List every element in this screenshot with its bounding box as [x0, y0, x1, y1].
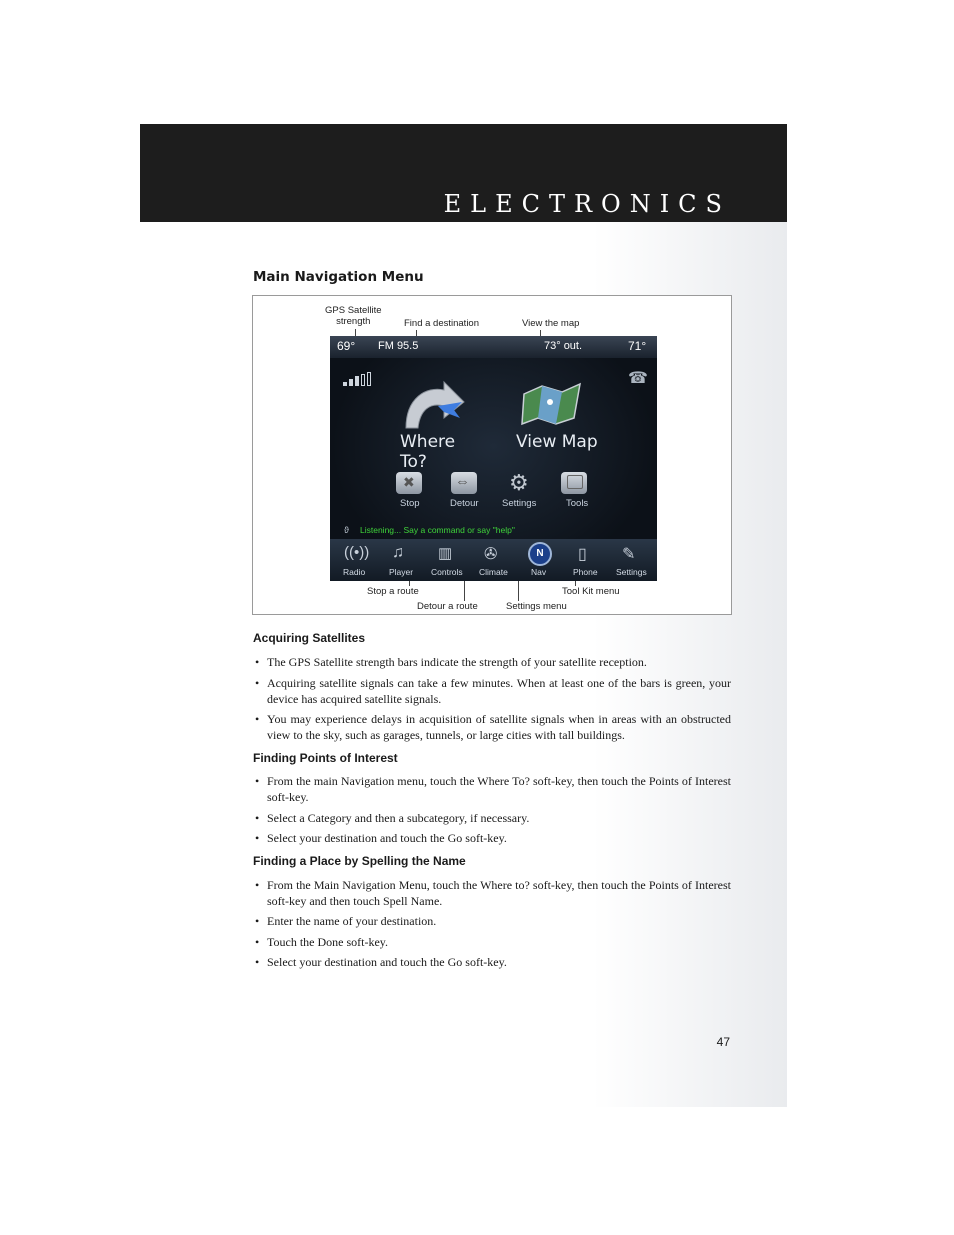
callout-find: Find a destination: [404, 318, 479, 329]
callout-gps: GPS Satellite strength: [325, 305, 382, 327]
bottom-radio[interactable]: Radio: [343, 567, 366, 577]
where-to-label: Where To?: [400, 432, 456, 472]
section-heading: Acquiring Satellites: [253, 631, 366, 645]
bottom-bar: [330, 539, 657, 581]
list-item-text: Select your destination and touch the Go soft-key.: [267, 955, 507, 969]
page-number: 47: [716, 1035, 730, 1049]
status-bar: [330, 336, 657, 358]
bullet-marker: •: [255, 811, 260, 825]
settings-label: Settings: [502, 498, 537, 509]
bullet-marker: •: [255, 914, 260, 928]
callout-detour: Detour a route: [417, 601, 478, 612]
bottom-phone[interactable]: Phone: [573, 567, 598, 577]
detour-icon: ⇔: [455, 473, 470, 490]
voice-status: [330, 523, 657, 539]
voice-text: Listening... Say a command or say "help": [360, 525, 515, 535]
gear-icon: ⚙: [509, 470, 529, 495]
callout-view: View the map: [522, 318, 580, 329]
detour-label: Detour: [450, 498, 479, 509]
map-icon: [520, 380, 584, 428]
toolbox-icon: [567, 475, 583, 489]
climate-icon: ✇: [484, 546, 498, 563]
nav-menu-figure: [252, 295, 732, 615]
bullet-marker: •: [255, 955, 260, 969]
phone-icon: ☎: [628, 370, 648, 387]
manual-page: [140, 124, 787, 1107]
bottom-climate[interactable]: Climate: [479, 567, 508, 577]
stop-softkey[interactable]: [396, 472, 422, 494]
radio-station: FM 95.5: [378, 340, 419, 352]
header-title: ELECTRONICS: [443, 190, 731, 218]
bullet-marker: •: [255, 774, 260, 788]
detour-softkey[interactable]: [451, 472, 477, 494]
temp-right: 71°: [628, 339, 647, 353]
bottom-player[interactable]: Player: [389, 567, 414, 577]
bullet-marker: •: [255, 676, 260, 690]
settings-softkey[interactable]: [506, 472, 532, 494]
arrow-icon: [400, 380, 472, 432]
stop-icon: ✖: [403, 474, 415, 490]
list-item-text: From the main Navigation menu, touch the Where To? soft-key, then touch the Points of Interest soft-key.: [267, 774, 731, 804]
list-item-text: Touch the Done soft-key.: [267, 935, 389, 949]
callout-toolkit: Tool Kit menu: [562, 586, 620, 597]
bullet-marker: •: [255, 712, 260, 726]
header-banner: [140, 124, 787, 222]
controls-icon: ▥: [438, 545, 453, 562]
callout-stop: Stop a route: [367, 586, 419, 597]
bullet-marker: •: [255, 655, 260, 669]
list-item-text: Select a Category and then a subcategory, if necessary.: [267, 811, 530, 825]
temp-outside: 73° out.: [544, 340, 583, 352]
list-item-text: Acquiring satellite signals can take a few minutes. When at least one of the bars is green, your device has acquired satellite signals.: [267, 676, 731, 706]
player-icon: ♫: [392, 544, 404, 561]
phone-handset-icon: ▯: [578, 546, 587, 563]
voice-icon: ϑ: [344, 525, 349, 535]
section-title: Main Navigation Menu: [253, 269, 424, 285]
tools-softkey[interactable]: [561, 472, 587, 494]
nav-screen: [330, 336, 657, 581]
bullet-marker: •: [255, 831, 260, 845]
nav-icon: N: [528, 542, 552, 566]
view-map-button[interactable]: [510, 376, 600, 458]
bottom-nav[interactable]: Nav: [531, 567, 547, 577]
section-heading: Finding Points of Interest: [253, 751, 398, 765]
temp-left: 69°: [337, 339, 356, 353]
stop-label: Stop: [400, 498, 420, 509]
view-map-label: View Map: [516, 432, 598, 452]
bullet-marker: •: [255, 935, 260, 949]
bottom-settings[interactable]: Settings: [616, 567, 647, 577]
tools-label: Tools: [566, 498, 589, 509]
section-heading: Finding a Place by Spelling the Name: [253, 854, 466, 868]
wrench-icon: ✎: [622, 546, 636, 563]
list-item-text: Enter the name of your destination.: [267, 914, 437, 928]
list-item-text: Select your destination and touch the Go soft-key.: [267, 831, 507, 845]
list-item-text: From the Main Navigation Menu, touch the Where to? soft-key, then touch the Points of Interest soft-key and then touch Spell Name.: [267, 878, 731, 908]
callout-settings: Settings menu: [506, 601, 567, 612]
bullet-marker: •: [255, 878, 260, 892]
where-to-button[interactable]: [390, 376, 486, 472]
radio-icon: ((•)): [344, 544, 370, 561]
gps-strength-icon: [343, 372, 373, 386]
list-item-text: You may experience delays in acquisition of satellite signals when in areas with an obstructed view to the sky, such as garages, tunnels, or large cities with tall buildings.: [267, 712, 731, 742]
bottom-controls[interactable]: Controls: [431, 567, 463, 577]
list-item-text: The GPS Satellite strength bars indicate the strength of your satellite reception.: [267, 655, 647, 669]
